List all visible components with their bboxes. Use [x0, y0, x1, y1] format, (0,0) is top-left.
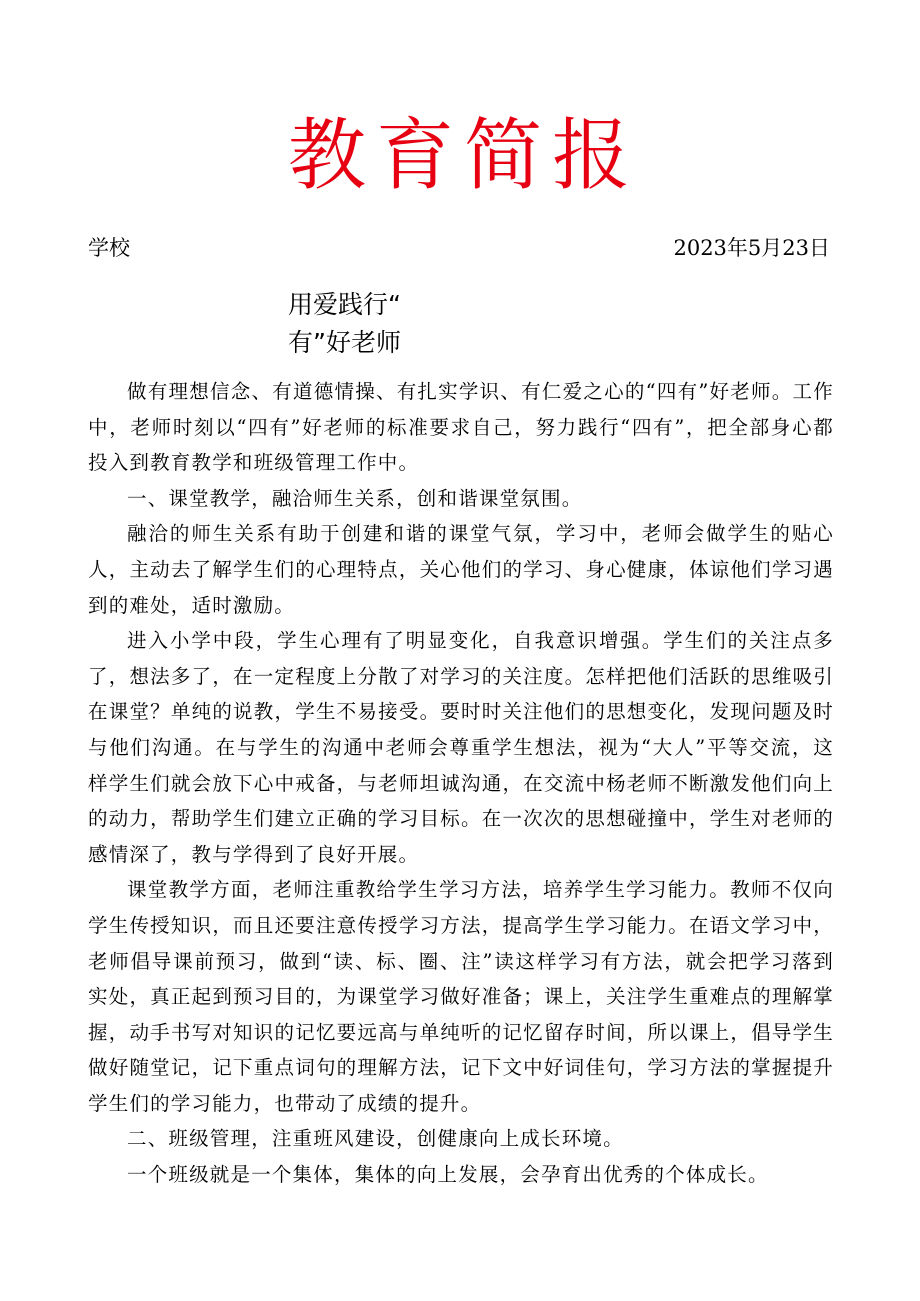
- paragraph: 一个班级就是一个集体，集体的向上发展，会孕育出优秀的个体成长。: [127, 1163, 769, 1187]
- article-title-line-2: 有”好老师: [288, 328, 401, 357]
- article-title-line-1: 用爱践行“: [288, 290, 401, 319]
- article-body: [88, 374, 834, 1193]
- article-title: [288, 286, 478, 362]
- paragraph: 融洽的师生关系有助于创建和谐的课堂气氛，学习中，老师会做学生的贴心人，主动去了解学生们的心理特点，关心他们的学习、身心健康，体谅他们学习遇到的难处，适时激励。: [88, 522, 834, 617]
- section-heading-1: 一、课堂教学，融洽师生关系，创和谐课堂氛围。: [127, 486, 583, 510]
- school-label: 学校: [88, 236, 130, 260]
- paragraph: 进入小学中段，学生心理有了明显变化，自我意识增强。学生们的关注点多了，想法多了，在一定程度上分散了对学习的关注度。怎样把他们活跃的思维吸引在课堂？单纯的说教，学生不易接受。要时时关注他们的思想变化，发现问题及时与他们沟通。在与学生的沟通中老师会尊重学生想法，视为“大人”平等交流，这样学生们就会放下心中戒备，与老师坦诚沟通，在交流中杨老师不断激发他们向上的动力，帮助学生们建立正确的学习目标。在一次次的思想碰撞中，学生对老师的感情深了，教与学得到了良好开展。: [88, 629, 834, 866]
- meta-row: [88, 232, 830, 264]
- section-heading-2: 二、班级管理，注重班风建设，创健康向上成长环境。: [127, 1127, 624, 1151]
- issue-date: 2023年5月23日: [673, 236, 830, 260]
- paragraph: 课堂教学方面，老师注重教给学生学习方法，培养学生学习能力。教师不仅向学生传授知识，而且还要注意传授学习方法，提高学生学习能力。在语文学习中，老师倡导课前预习，做到“读、标、圈、注”读这样学习有方法，就会把学习落到实处，真正起到预习目的，为课堂学习做好准备；课上，关注学生重难点的理解掌握，动手书写对知识的记忆要远高与单纯听的记忆留存时间，所以课上，倡导学生做好随堂记，记下重点词句的理解方法，记下文中好词佳句，学习方法的掌握提升学生们的学习能力，也带动了成绩的提升。: [88, 878, 834, 1115]
- paragraph-intro: 做有理想信念、有道德情操、有扎实学识、有仁爱之心的“四有”好老师。工作中，老师时刻以“四有”好老师的标准要求自己，努力践行“四有”，把全部身心都投入到教育教学和班级管理工作中。: [88, 380, 834, 475]
- newsletter-masthead: 教育简报: [287, 111, 640, 201]
